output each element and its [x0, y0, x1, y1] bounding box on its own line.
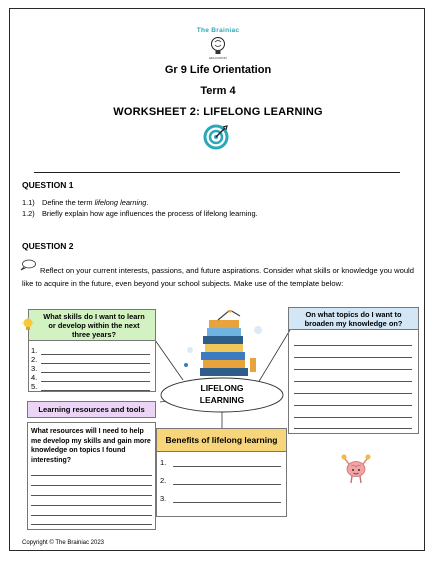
answer-line[interactable] — [31, 495, 152, 496]
skills-number-5: 5. — [31, 382, 38, 391]
answer-line[interactable] — [41, 381, 150, 382]
benefits-box-title: Benefits of lifelong learning — [156, 428, 287, 452]
question-number: 1.1) — [22, 198, 35, 207]
brand-name: The Brainiac — [196, 27, 240, 34]
question-number: 1.2) — [22, 209, 35, 218]
question-1-1: 1.1) Define the term lifelong learning. — [22, 198, 149, 207]
copyright: Copyright © The Brainiac 2023 — [22, 540, 105, 546]
answer-line[interactable] — [41, 363, 150, 364]
question-2-instructions: Reflect on your current interests, passions, and future aspirations. Consider what skills or knowledge you would like to acquire in the future, even beyond your school subjects. Make use of the template below: — [22, 266, 414, 288]
answer-line[interactable] — [294, 393, 412, 394]
term-title: Term 4 — [200, 85, 236, 97]
benefits-number-3: 3. — [160, 494, 167, 503]
answer-line[interactable] — [41, 354, 150, 355]
skills-box-title: What skills do I want to learn or develop within the next three years? — [28, 309, 156, 341]
answer-line[interactable] — [173, 502, 281, 503]
benefits-number-2: 2. — [160, 476, 167, 485]
logo-caption: EDUCATION — [209, 56, 227, 60]
answer-line[interactable] — [31, 475, 152, 476]
answer-line[interactable] — [294, 405, 412, 406]
answer-line[interactable] — [173, 484, 281, 485]
resources-box-title: Learning resources and tools — [27, 401, 156, 418]
answer-line[interactable] — [294, 345, 412, 346]
course-title: Gr 9 Life Orientation — [164, 64, 272, 76]
brain-mascot-icon — [338, 452, 374, 486]
answer-line[interactable] — [173, 466, 281, 467]
answer-line[interactable] — [41, 372, 150, 373]
answer-line[interactable] — [294, 417, 412, 418]
question-1-2: 1.2) Briefly explain how age influences the process of lifelong learning. — [22, 209, 258, 218]
answer-line[interactable] — [294, 428, 412, 429]
center-label: LIFELONG LEARNING — [199, 383, 245, 405]
worksheet-title: WORKSHEET 2: LIFELONG LEARNING — [113, 106, 323, 118]
topics-box-title: On what topics do I want to broaden my knowledge on? — [288, 307, 419, 330]
answer-line[interactable] — [31, 505, 152, 506]
question-1-heading: QUESTION 1 — [22, 180, 74, 190]
question-2-heading: QUESTION 2 — [22, 241, 74, 251]
skills-number-2: 2. — [31, 355, 38, 364]
answer-line[interactable] — [294, 369, 412, 370]
answer-line[interactable] — [31, 524, 152, 525]
answer-line[interactable] — [294, 357, 412, 358]
answer-line[interactable] — [294, 381, 412, 382]
skills-number-4: 4. — [31, 373, 38, 382]
lightbulb-icon — [22, 317, 34, 333]
benefits-number-1: 1. — [160, 458, 167, 467]
resources-question: What resources will I need to help me develop my skills and gain more knowledge on topics I found interesting? — [31, 428, 151, 464]
skills-number-1: 1. — [31, 346, 38, 355]
answer-line[interactable] — [31, 485, 152, 486]
skills-number-3: 3. — [31, 364, 38, 373]
book-stack-illustration — [178, 310, 268, 380]
answer-line[interactable] — [41, 390, 150, 391]
answer-line[interactable] — [31, 515, 152, 516]
